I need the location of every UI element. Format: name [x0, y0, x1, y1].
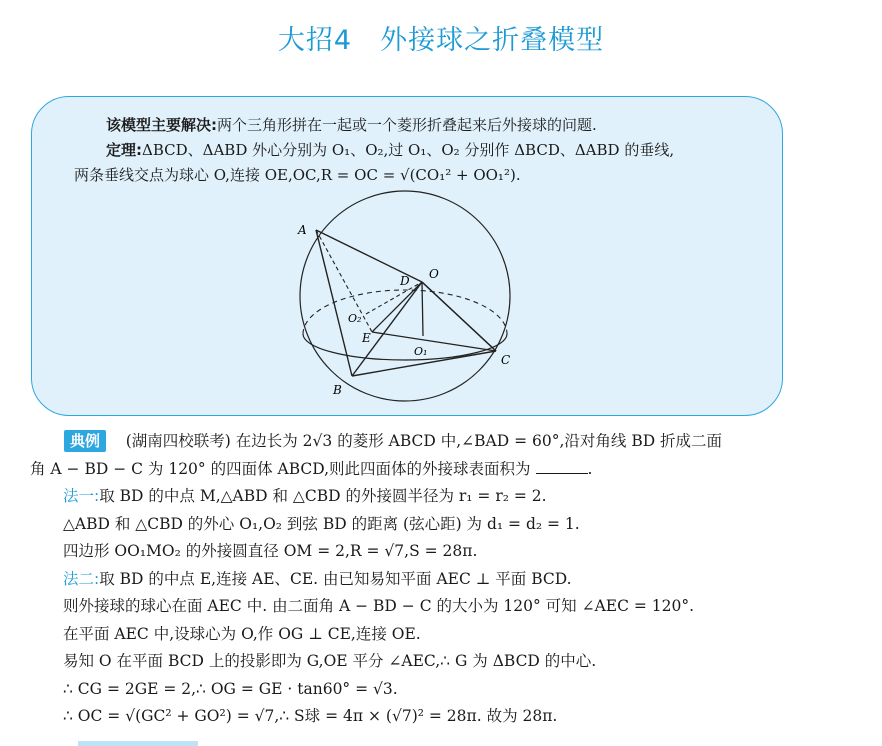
model-description	[74, 113, 674, 188]
label-o2: O₂	[348, 312, 362, 325]
method1-line-2	[0, 511, 882, 539]
method2-text-3: 在平面 AEC 中,设球心为 O,作 OG ⊥ CE,连接 OE.	[63, 624, 421, 643]
label-b: B	[333, 383, 342, 397]
method2-line-3	[0, 621, 882, 649]
model-label: 该模型主要解决:	[106, 116, 217, 134]
label-o1: O₁	[414, 345, 428, 358]
method2-line-5	[0, 676, 882, 704]
example-line-2	[0, 456, 882, 484]
method2-text-4: 易知 O 在平面 BCD 上的投影即为 G,OE 平分 ∠AEC,∴ G 为 ΔBCD 的中心.	[63, 652, 597, 670]
method1-text-1: 取 BD 的中点 M,△ABD 和 △CBD 的外接圆半径为 r₁ = r₂ = 2.	[99, 487, 547, 505]
segment-ec	[372, 332, 496, 351]
example-section	[0, 428, 882, 731]
example-question-2: 角 A − BD − C 为 120° 的四面体 ABCD,则此四面体的外接球表面积为	[30, 459, 531, 478]
theorem-text-2: 两条垂线交点为球心 O,连接 OE,OC,R = OC = √(CO₁² + OO₁²).	[74, 166, 521, 184]
example-question-end: .	[587, 459, 593, 478]
sphere-outline	[300, 191, 510, 401]
model-line-1	[74, 113, 674, 138]
method1-text-2: △ABD 和 △CBD 的外心 O₁,O₂ 到弦 BD 的距离 (弦心距) 为 d₁ = d₂ = 1.	[63, 514, 580, 533]
title-subtitle: 外接球之折叠模型	[380, 25, 605, 56]
method2-line-2	[0, 593, 882, 621]
method2-text-6: ∴ OC = √(GC² + GO²) = √7,∴ S球 = 4π × (√7)² = 28π. 故为 28π.	[63, 707, 558, 725]
method2-line-6	[0, 703, 882, 731]
method2-text-5: ∴ CG = 2GE = 2,∴ OG = GE · tan60° = √3.	[63, 679, 398, 698]
edge-ab	[316, 230, 352, 376]
segment-oe	[372, 282, 422, 332]
title-main: 大招4	[277, 25, 353, 56]
label-e: E	[362, 331, 371, 345]
segment-ae	[316, 230, 372, 332]
example-tag: 典例	[64, 430, 106, 452]
theorem-text: ΔBCD、ΔABD 外心分别为 O₁、O₂,过 O₁、O₂ 分别作 ΔBCD、ΔABD 的垂线,	[142, 141, 675, 159]
method1-line-3	[0, 538, 882, 566]
label-d: D	[400, 274, 410, 288]
label-o: O	[429, 267, 439, 281]
label-a: A	[298, 223, 307, 237]
equator-front	[303, 334, 507, 360]
method1-line-1	[0, 483, 882, 511]
method2-line-4	[0, 648, 882, 676]
example-line-1	[0, 428, 882, 456]
method2-line-1	[0, 566, 882, 594]
segment-oc	[422, 282, 496, 351]
method2-text-2: 则外接球的球心在面 AEC 中. 由二面角 A − BD − C 的大小为 120° 可知 ∠AEC = 120°.	[63, 597, 695, 615]
model-text: 两个三角形拼在一起或一个菱形折叠起来后外接球的问题.	[217, 116, 597, 134]
sphere-figure	[290, 184, 520, 404]
page-title	[0, 18, 882, 57]
equator-back	[303, 290, 507, 334]
example-question-1: (湖南四校联考) 在边长为 2√3 的菱形 ABCD 中,∠BAD = 60°,沿对角线 BD 折成二面	[125, 432, 723, 450]
segment-oo1	[422, 282, 423, 336]
theorem-label: 定理:	[106, 141, 142, 159]
label-c: C	[501, 353, 511, 367]
method2-label: 法二:	[63, 569, 100, 588]
bottom-decoration	[78, 741, 198, 746]
method1-text-3: 四边形 OO₁MO₂ 的外接圆直径 OM = 2,R = √7,S = 28π.	[63, 542, 478, 560]
method1-label: 法一:	[63, 487, 100, 505]
edge-bd	[352, 282, 422, 376]
answer-blank	[536, 459, 588, 474]
model-line-2	[74, 138, 674, 163]
method2-text-1: 取 BD 的中点 E,连接 AE、CE. 由已知易知平面 AEC ⊥ 平面 BCD.	[99, 569, 572, 588]
